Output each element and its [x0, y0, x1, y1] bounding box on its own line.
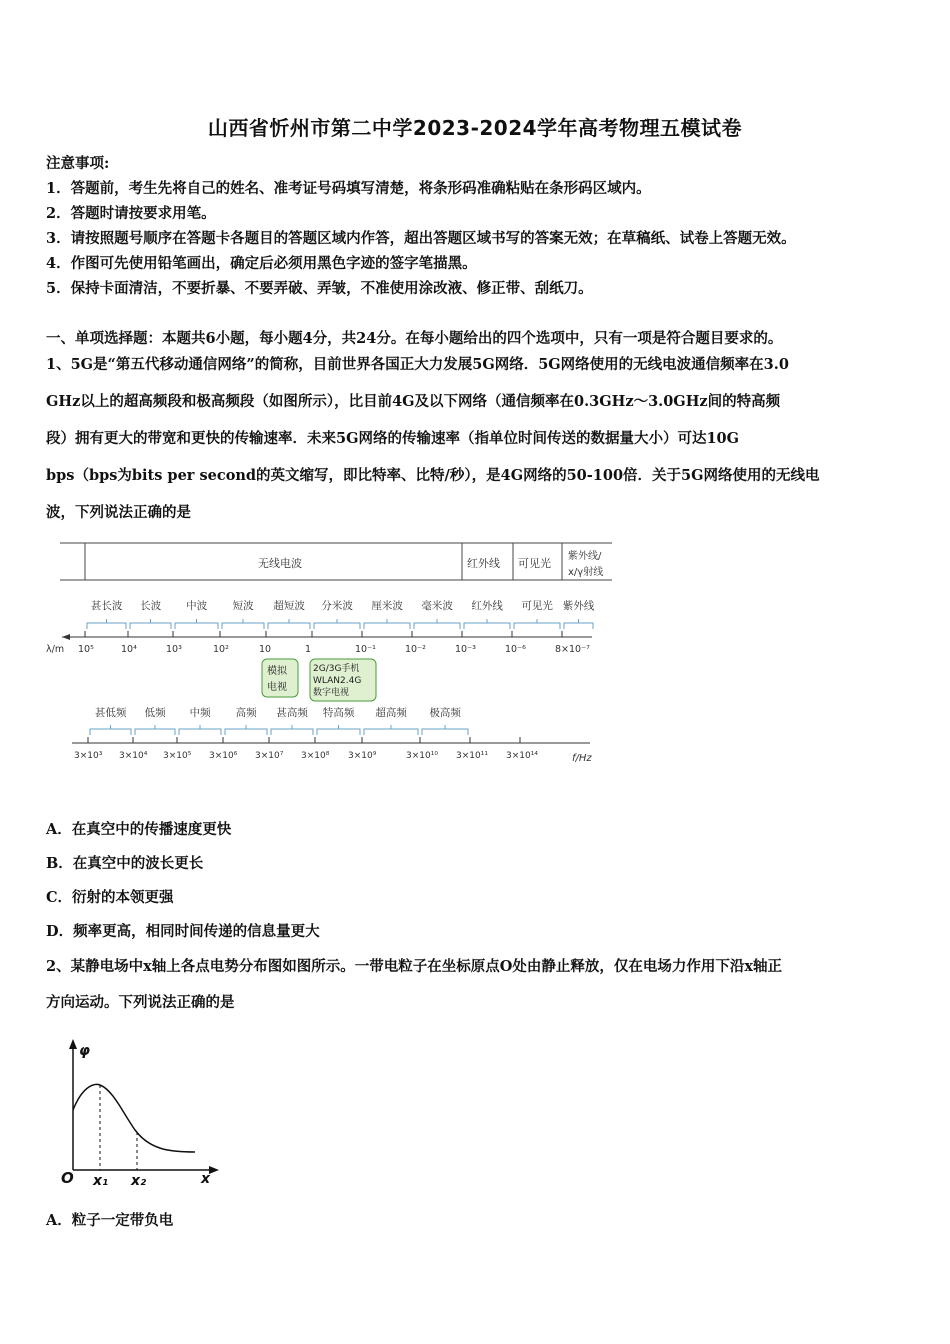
band-label: 甚长波 [90, 600, 123, 612]
band-brace [130, 619, 171, 629]
header-visible-label: 可见光 [518, 557, 551, 570]
freq-band-label: 特高频 [322, 707, 355, 719]
band-label: 毫米波 [421, 600, 453, 612]
band-label: 紫外线 [562, 600, 595, 612]
freq-band-label: 超高频 [375, 707, 407, 719]
lambda-tick-label: 10² [213, 644, 229, 655]
origin-label: O [61, 1169, 74, 1187]
analog-tv-label: 模拟 [267, 666, 287, 677]
q1-text-line: bps（bps为bits per second的英文缩写，即比特率、比特/秒），是4G网络的50-100倍．关于5G网络使用的无线电 [46, 467, 820, 484]
freq-tick-label: 3×10⁵ [163, 751, 192, 761]
freq-tick-label: 3×10⁶ [209, 751, 238, 761]
x2-label: x₂ [131, 1173, 147, 1189]
notice-item: 5．保持卡面清洁，不要折暴、不要弄破、弄皱，不准使用涂改液、修正带、刮纸刀。 [46, 280, 593, 297]
band-brace [314, 619, 360, 629]
header-uv-label: 紫外线/ [568, 551, 602, 562]
em-spectrum-figure [40, 535, 630, 775]
freq-brace [271, 725, 313, 735]
lambda-tick-label: 10⁻² [405, 644, 426, 655]
lambda-tick-label: 10 [259, 644, 272, 655]
band-brace [222, 619, 264, 629]
freq-axis-label: f/Hz [572, 753, 592, 764]
freq-brace [422, 725, 468, 735]
freq-tick-label: 3×10¹¹ [456, 751, 488, 761]
q2-option-a: A．粒子一定带负电 [46, 1212, 174, 1229]
mobile-wlan-label: 2G/3G手机 [313, 664, 360, 674]
band-label: 中波 [186, 600, 208, 612]
q1-option-a: A．在真空中的传播速度更快 [46, 821, 232, 838]
mobile-wlan-label: WLAN2.4G [313, 676, 362, 686]
band-label: 短波 [232, 600, 254, 612]
header-radio-label: 无线电波 [258, 557, 302, 570]
freq-tick-label: 3×10¹⁰ [406, 751, 438, 761]
band-brace [414, 619, 460, 629]
q1-option-c: C．衍射的本领更强 [46, 889, 174, 906]
band-brace [175, 619, 218, 629]
lambda-tick-label: 10⁻⁶ [505, 644, 526, 655]
notice-item: 1．答题前，考生先将自己的姓名、准考证号码填写清楚，将条形码准确粘贴在条形码区域内。 [46, 180, 651, 197]
freq-band-label: 中频 [189, 707, 211, 719]
q1-option-b: B．在真空中的波长更长 [46, 855, 204, 872]
lambda-tick-label: 10⁻³ [455, 644, 476, 655]
freq-brace [364, 725, 418, 735]
band-label: 分米波 [321, 600, 353, 612]
notice-item: 3．请按照题号顺序在答题卡各题目的答题区域内作答，超出答题区域书写的答案无效；在草稿纸、试卷上答题无效。 [46, 230, 796, 247]
freq-tick-label: 3×10³ [74, 751, 103, 761]
band-brace [464, 619, 510, 629]
freq-band-label: 低频 [144, 707, 166, 719]
lambda-tick-label: 10⁻¹ [355, 644, 376, 655]
band-brace [87, 619, 126, 629]
phi-label: φ [79, 1043, 90, 1059]
freq-tick-label: 3×10⁹ [348, 751, 377, 761]
band-brace [268, 619, 310, 629]
freq-tick-label: 3×10⁴ [119, 751, 148, 761]
freq-band-label: 甚高频 [276, 707, 308, 719]
lambda-tick-label: 10⁵ [78, 644, 94, 655]
band-brace [514, 619, 560, 629]
mobile-wlan-label: 数字电视 [313, 688, 350, 698]
exam-title: 山西省忻州市第二中学2023-2024学年高考物理五模试卷 [207, 116, 743, 140]
freq-brace [135, 725, 175, 735]
band-label: 长波 [140, 600, 162, 612]
band-label: 超短波 [273, 600, 305, 612]
analog-tv-label: 电视 [267, 682, 287, 693]
header-xray-label: x/γ射线 [568, 567, 604, 578]
q1-option-d: D．频率更高，相同时间传递的信息量更大 [46, 923, 320, 940]
notice-item: 4．作图可先使用铅笔画出，确定后必须用黑色字迹的签字笔描黑。 [46, 255, 477, 272]
notice-item: 2．答题时请按要求用笔。 [46, 205, 216, 222]
freq-band-label: 高频 [235, 707, 257, 719]
q1-text-line: GHz以上的超高频段和极高频段（如图所示），比目前4G及以下网络（通信频率在0.3GHz～3.0GHz间的特高频 [46, 393, 781, 410]
freq-tick-label: 3×10⁸ [301, 751, 330, 761]
x1-label: x₁ [93, 1173, 109, 1189]
band-brace [564, 619, 593, 629]
freq-brace [225, 725, 267, 735]
q1-text-line: 1、5G是“第五代移动通信网络”的简称，目前世界各国正大力发展5G网络．5G网络使用的无线电波通信频率在3.0 [46, 356, 789, 373]
lambda-axis-label: λ/m [46, 644, 65, 655]
freq-band-label: 甚低频 [94, 707, 127, 719]
q2-text-line: 方向运动。下列说法正确的是 [46, 994, 235, 1011]
band-brace [364, 619, 410, 629]
band-label: 可见光 [521, 600, 553, 612]
potential-graph [55, 1035, 225, 1190]
q2-text-line: 2、某静电场中x轴上各点电势分布图如图所示。一带电粒子在坐标原点O处由静止释放，仅在电场力作用下沿x轴正 [46, 958, 783, 975]
lambda-tick-label: 1 [305, 644, 312, 655]
potential-curve [73, 1084, 195, 1152]
lambda-tick-label: 8×10⁻⁷ [555, 644, 590, 655]
freq-tick-label: 3×10¹⁴ [506, 751, 538, 761]
freq-brace [90, 725, 131, 735]
header-ir-label: 红外线 [467, 557, 500, 570]
section-heading: 一、单项选择题：本题共6小题，每小题4分，共24分。在每小题给出的四个选项中，只有一项是符合题目要求的。 [46, 330, 783, 347]
q1-text-line: 段）拥有更大的带宽和更快的传输速率．未来5G网络的传输速率（指单位时间传送的数据量大小）可达10G [46, 430, 740, 447]
freq-brace [317, 725, 360, 735]
freq-brace [179, 725, 221, 735]
band-label: 红外线 [471, 600, 503, 612]
band-label: 厘米波 [371, 600, 403, 612]
x-axis-label: x [201, 1171, 211, 1187]
q1-text-line: 波，下列说法正确的是 [46, 504, 191, 521]
freq-band-label: 极高频 [429, 707, 461, 719]
freq-tick-label: 3×10⁷ [255, 751, 284, 761]
notice-heading: 注意事项: [46, 155, 110, 172]
lambda-tick-label: 10⁴ [121, 644, 137, 655]
lambda-tick-label: 10³ [166, 644, 182, 655]
